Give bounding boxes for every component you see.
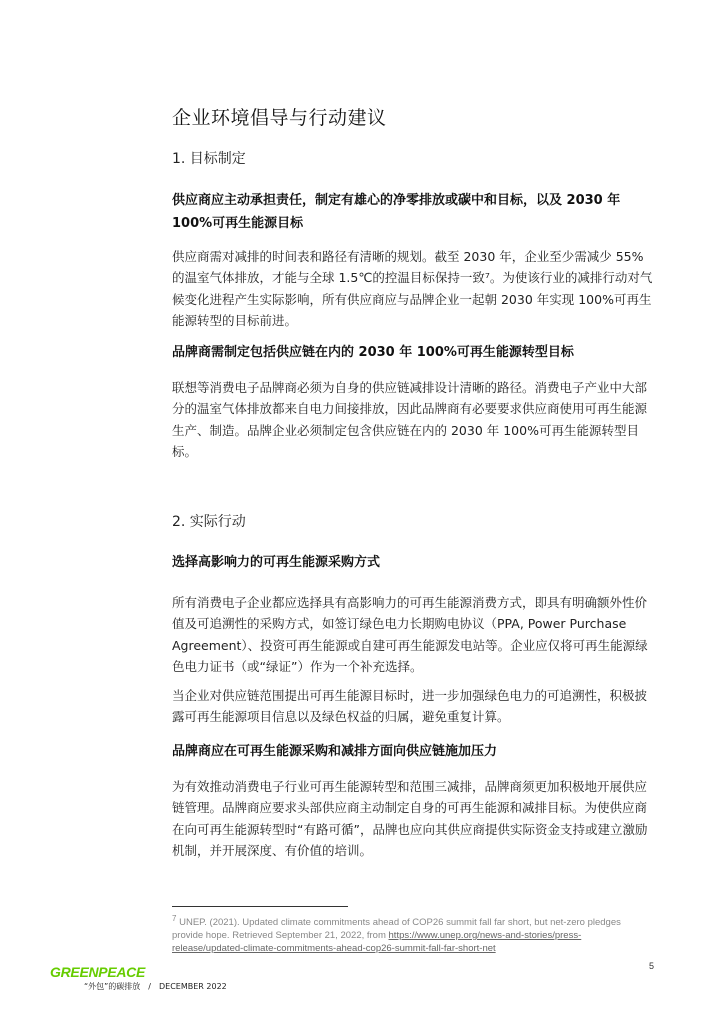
section-2-paragraph-2: 当企业对供应链范围提出可再生能源目标时，进一步加强绿色电力的可追溯性，积极披露可再生能源项目信息以及绿色权益的归属，避免重复计算。	[172, 688, 648, 725]
greenpeace-logo: GREENPEACE	[50, 964, 146, 980]
page-title: 企业环境倡导与行动建议	[172, 107, 387, 129]
section-1-subheading-2: 品牌商需制定包括供应链在内的 2030 年 100%可再生能源转型目标	[172, 345, 574, 360]
report-date: DECEMBER 2022	[159, 982, 227, 991]
footer-tagline	[84, 981, 227, 992]
section-1-paragraph-1: 供应商需对减排的时间表和路径有清晰的规划。截至 2030 年，企业至少需减少 55%的温室气体排放，才能与全球 1.5℃的控温目标保持一致⁷。为使该行业的减排行动对气候变化进程产生实际影响，所有供应商应与品牌企业一起朝 2030 年实现 100%可再生能源转型的目标前进。	[172, 249, 653, 329]
page-number: 5	[649, 961, 655, 971]
section-2-heading: 2. 实际行动	[172, 514, 246, 530]
section-2-subheading-2: 品牌商应在可再生能源采购和减排方面向供应链施加压力	[172, 744, 498, 759]
section-2-subheading-1: 选择高影响力的可再生能源采购方式	[172, 555, 381, 570]
footnote	[172, 912, 642, 955]
footnote-divider	[172, 906, 348, 907]
section-2-paragraph-3: 为有效推动消费电子行业可再生能源转型和范围三减排，品牌商须更加积极地开展供应链管理。品牌商应要求头部供应商主动制定自身的可再生能源和减排目标。为使供应商在向可再生能源转型时“有路可循”，品牌也应向其供应商提供实际资金支持或建立激励机制，并开展深度、有价值的培训。	[172, 779, 648, 859]
footnote-number: 7	[172, 914, 177, 923]
section-1-paragraph-2: 联想等消费电子品牌商必须为自身的供应链减排设计清晰的路径。消费电子产业中大部分的温室气体排放都来自电力间接排放，因此品牌商有必要要求供应商使用可再生能源生产、制造。品牌企业必须制定包含供应链在内的 2030 年 100%可再生能源转型目标。	[172, 380, 648, 460]
section-1-subheading-1: 供应商应主动承担责任，制定有雄心的净零排放或碳中和目标，以及 2030 年 100%可再生能源目标	[172, 193, 621, 231]
section-1-heading: 1. 目标制定	[172, 151, 246, 167]
footnote-link[interactable]: https://www.unep.org/news-and-stories/press-release/updated-climate-commitments-ahead-cop26-summit-fall-far-short-net	[172, 930, 582, 955]
report-title: “外包”的碳排放	[84, 982, 141, 991]
footnote-text: UNEP. (2021). Updated climate commitments ahead of COP26 summit fall far short, but net-zero pledges provide hope. Retrieved September 21, 2022, from	[172, 917, 621, 942]
section-2-paragraph-1: 所有消费电子企业都应选择具有高影响力的可再生能源消费方式，即具有明确额外性价值及可追溯性的采购方式，如签订绿色电力长期购电协议（PPA, Power Purchase Agreement）、投资可再生能源或自建可再生能源发电站等。企业应仅将可再生能源绿色电力证书（或“绿证”）作为一个补充选择。	[172, 595, 648, 675]
footer-separator: /	[148, 982, 151, 991]
